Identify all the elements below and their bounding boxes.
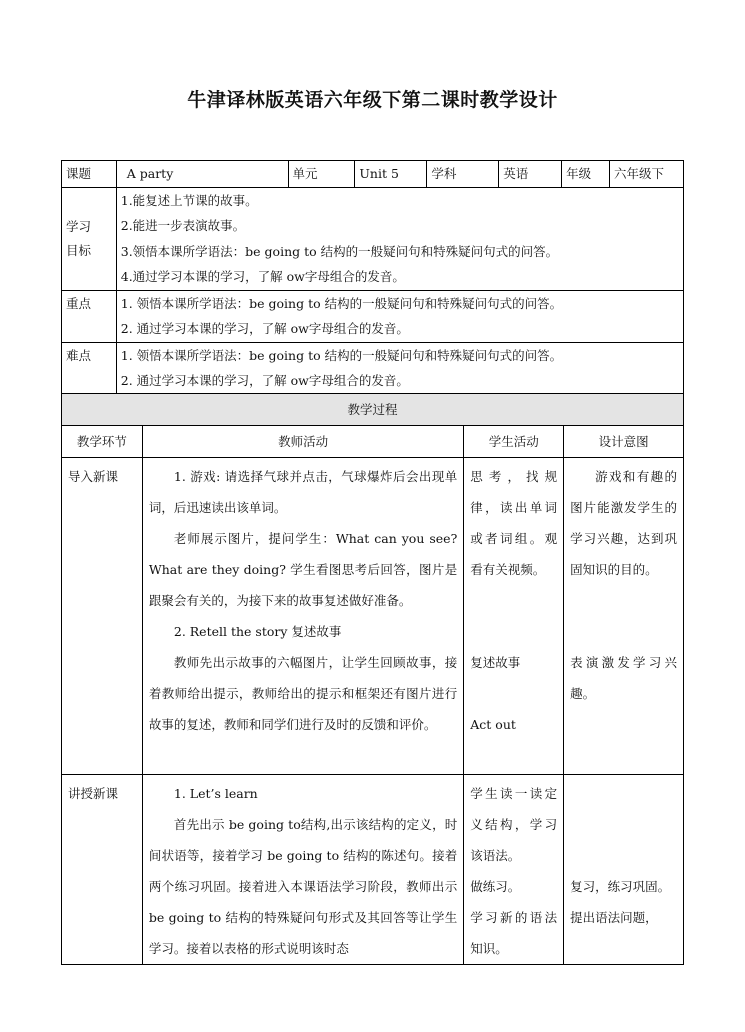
design-note: 提出语法问题， <box>570 910 658 925</box>
topic-value: A party <box>116 161 288 188</box>
student-step: 复述故事 <box>470 655 521 670</box>
info-table <box>61 160 684 395</box>
goal-item: 3.领悟本课所学语法：be going to 结构的一般疑问句和特殊疑问句式的问答。 <box>120 243 559 259</box>
key-point: 1. 领悟本课所学语法：be going to 结构的一般疑问句和特殊疑问句式的问答。 <box>120 295 563 311</box>
student-step: Act out <box>470 717 516 732</box>
topic-label: 课题 <box>62 161 117 188</box>
teacher-activity-intro <box>142 458 463 775</box>
goal-item: 2.能进一步表演故事。 <box>120 218 246 233</box>
col-student-header: 学生活动 <box>464 426 564 458</box>
goals-list <box>116 187 683 290</box>
student-step: 学生读一读定义结构，学习该语法。 <box>470 786 558 863</box>
goal-item: 4.通过学习本课的学习，了解 ow字母组合的发音。 <box>120 269 405 284</box>
student-activity-new <box>464 775 564 965</box>
grade-value: 六年级下 <box>610 161 684 188</box>
teacher-step: 1. 游戏: 请选择气球并点击，气球爆炸后会出现单词，后迅速读出该单词。 <box>148 469 458 515</box>
design-note: 复习，练习巩固。 <box>570 879 671 894</box>
stage-intro: 导入新课 <box>62 458 143 775</box>
design-note: 表演激发学习兴趣。 <box>570 655 677 701</box>
design-note: 游戏和有趣的图片能激发学生的学习兴趣，达到巩固知识的目的。 <box>570 469 677 577</box>
goals-label: 学习 目标 <box>62 187 117 290</box>
teacher-step: 老师展示图片，提问学生：What can you see? What are they doing? 学生看图思考后回答，图片是跟聚会有关的，为接下来的故事复述做好准备。 <box>148 531 458 608</box>
difficult-points <box>116 342 683 394</box>
teacher-step: 教师先出示故事的六幅图片，让学生回顾故事，接着教师给出提示，教师给出的提示和框架还有图片进行故事的复述，教师和同学们进行及时的反馈和评价。 <box>148 655 458 732</box>
teacher-step: 2. Retell the story 复述故事 <box>173 624 342 639</box>
key-points <box>116 290 683 342</box>
difficult-point: 1. 领悟本课所学语法：be going to 结构的一般疑问句和特殊疑问句式的问答。 <box>120 347 563 363</box>
subject-label: 学科 <box>427 161 499 188</box>
difficult-label: 难点 <box>62 342 117 394</box>
design-intent-intro <box>564 458 684 775</box>
goal-item: 1.能复述上节课的故事。 <box>120 192 258 208</box>
col-teacher-header: 教师活动 <box>142 426 463 458</box>
student-activity-intro <box>464 458 564 775</box>
grade-label: 年级 <box>562 161 610 188</box>
student-step: 思考，找规律，读出单词或者词组。观看有关视频。 <box>470 469 558 577</box>
key-point: 2. 通过学习本课的学习，了解 ow字母组合的发音。 <box>120 321 409 336</box>
unit-label: 单元 <box>288 161 355 188</box>
stage-new-lesson: 讲授新课 <box>62 775 143 965</box>
subject-value: 英语 <box>499 161 562 188</box>
page-title: 牛津译林版英语六年级下第二课时教学设计 <box>187 89 558 111</box>
teacher-step: 1. Let’s learn <box>173 786 258 801</box>
student-step: 做练习。 <box>470 879 521 894</box>
col-design-header: 设计意图 <box>564 426 684 458</box>
process-header: 教学过程 <box>62 394 684 426</box>
design-intent-new <box>564 775 684 965</box>
unit-value: Unit 5 <box>355 161 427 188</box>
teacher-activity-new <box>142 775 463 965</box>
col-stage-header: 教学环节 <box>62 426 143 458</box>
teacher-step: 首先出示 be going to结构,出示该结构的定义，时间状语等，接着学习 be going to 结构的陈述句。接着两个练习巩固。接着进入本课语法学习阶段，教师出示 be going to 结构的特殊疑问句形式及其回答等让学生学习。接着以表格的形式说明该时态 <box>148 817 458 956</box>
process-table <box>61 393 684 965</box>
key-label: 重点 <box>62 290 117 342</box>
difficult-point: 2. 通过学习本课的学习，了解 ow字母组合的发音。 <box>120 373 409 388</box>
student-step: 学习新的语法知识。 <box>470 910 558 956</box>
